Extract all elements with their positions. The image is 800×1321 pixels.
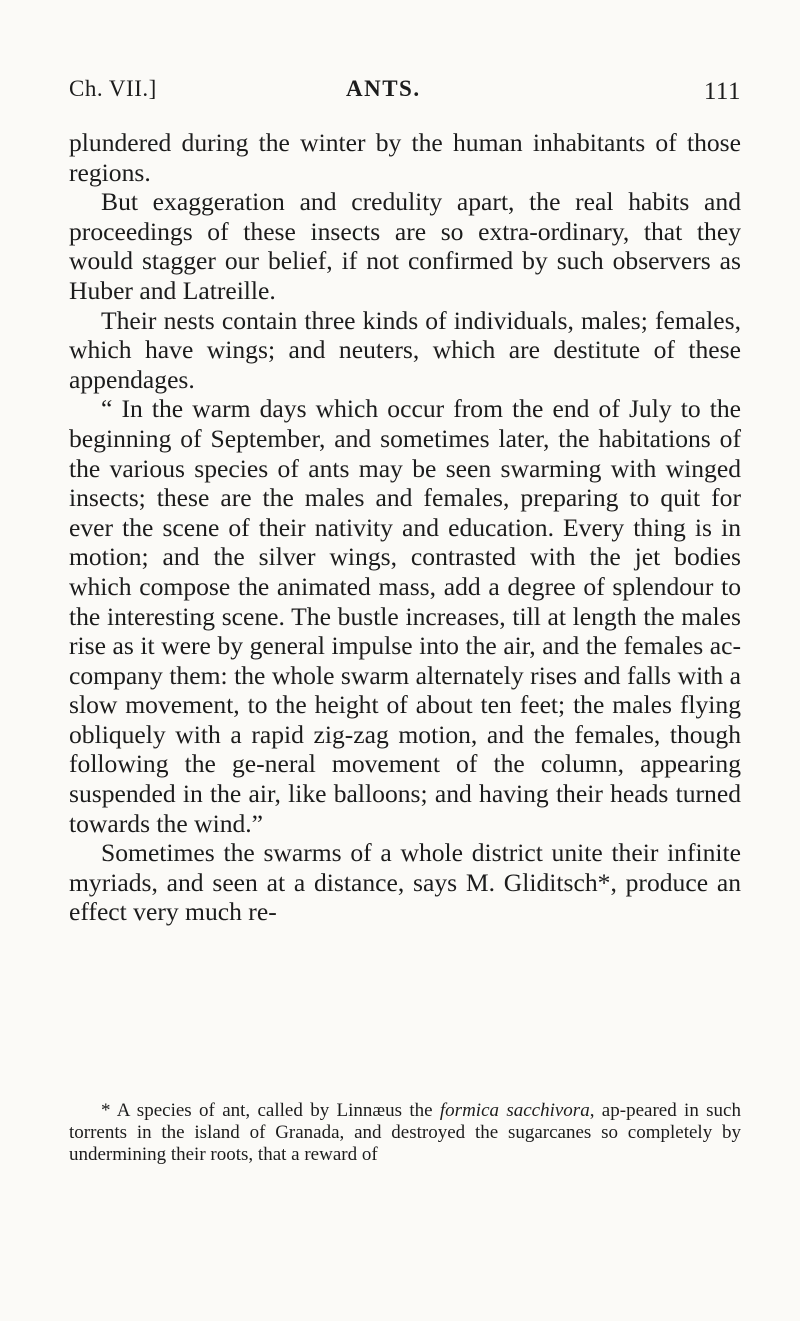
paragraph-quotation: “ In the warm days which occur from the end of July to the beginning of September, and sometimes later, the habitations of the various species of ants may be seen swarming with winged insects; these are the males and females, preparing to quit for ever the scene of their nativity and education. Every thing is in motion; and the silver wings, contrasted with the jet bodies which compose the animated mass, add a degree of splendour to the interesting scene. The bustle increases, till at length the males rise as it were by general impulse into the air, and the females ac-company them: the whole swarm alternately rises and falls with a slow movement, to the height of about ten feet; the males flying obliquely with a rapid zig-zag motion, and the females, though following the ge-neral movement of the column, appearing suspended in the air, like balloons; and having their heads turned towards the wind.” (69, 394, 741, 838)
paragraph-exaggeration: But exaggeration and credulity apart, the real habits and proceedings of these insects are so extra-ordinary, that they would stagger our belief, if not confirmed by such observers as Huber and Latreille. (69, 187, 741, 305)
main-text (69, 128, 741, 927)
paragraph-nests: Their nests contain three kinds of individuals, males; females, which have wings; and neuters, which are destitute of these appendages. (69, 305, 741, 394)
running-title: ANTS. (346, 76, 421, 101)
footnote-text-start: * A species of ant, called by Linnæus the (101, 1100, 440, 1121)
footnote-text-end: , ap-peared in such torrents in the island of Granada, and destroyed the sugarcanes so completely by undermining their roots, that a reward of (69, 1100, 741, 1165)
chapter-label: Ch. VII.] (69, 76, 157, 101)
footnote-species-name: formica sacchivora (439, 1100, 590, 1121)
paragraph-swarms: Sometimes the swarms of a whole district unite their infinite myriads, and seen at a distance, says M. Gliditsch*, produce an effect very much re- (69, 838, 741, 927)
footnote (69, 1100, 741, 1166)
paragraph-continuation: plundered during the winter by the human inhabitants of those regions. (69, 128, 741, 187)
running-header (69, 76, 741, 116)
page-number: 111 (703, 78, 741, 105)
